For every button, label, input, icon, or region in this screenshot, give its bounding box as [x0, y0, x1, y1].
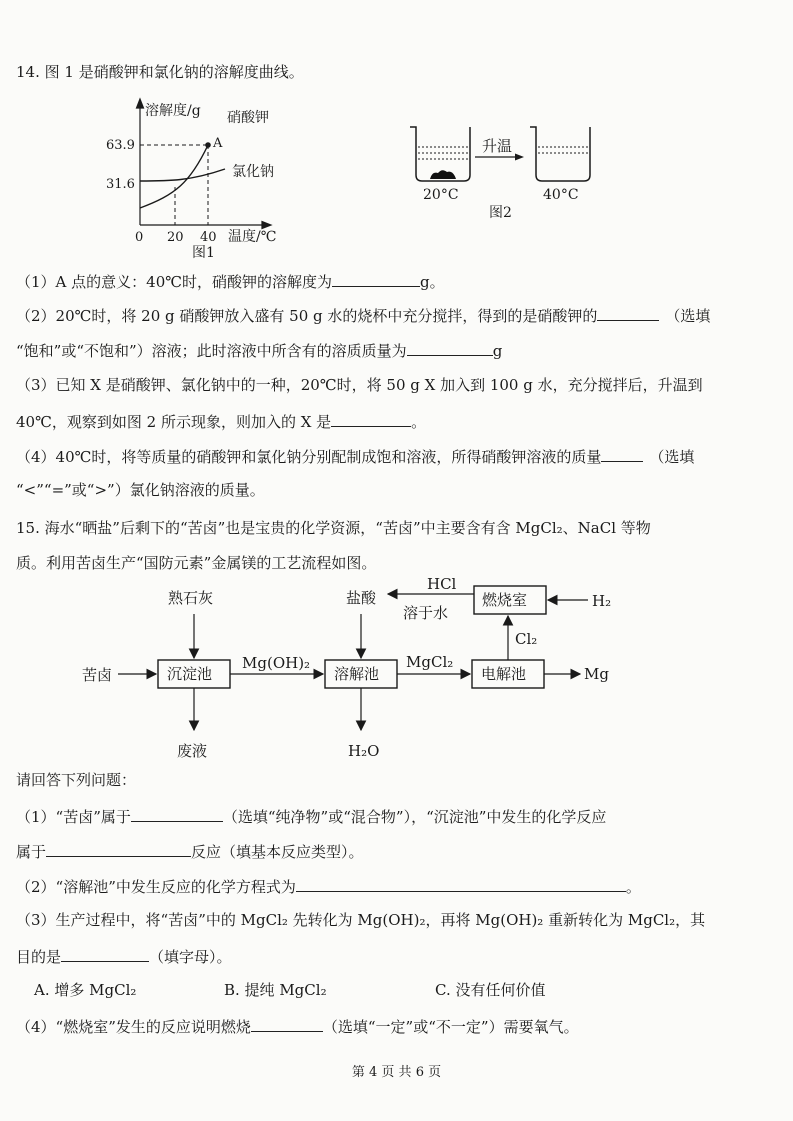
- q14-part-4-line1: （4）40℃时，将等质量的硝酸钾和氯化钠分别配制成饱和溶液，所得硝酸钾溶液的质量 （选填: [16, 445, 694, 467]
- y-axis-label: 溶解度/g: [145, 103, 201, 119]
- point-a-label: A: [213, 136, 223, 151]
- q14-part-4-line2: “<”“=”或“>”）氯化钠溶液的质量。: [16, 481, 265, 499]
- answer-blank[interactable]: [46, 840, 191, 857]
- option-b: B. 提纯 MgCl₂: [224, 981, 327, 999]
- flow-h2: H₂: [592, 592, 612, 610]
- x-tick-20: 20: [167, 230, 184, 245]
- nacl-curve-label: 氯化钠: [232, 164, 274, 180]
- q14-part-1: （1）A 点的意义：40℃时，硝酸钾的溶解度为 g。: [16, 270, 445, 292]
- flow-waste-liquid: 废液: [177, 742, 208, 760]
- flow-reagent-hcl-acid: 盐酸: [346, 589, 377, 607]
- flow-reagent-slaked-lime: 熟石灰: [168, 589, 214, 607]
- q15-part-2: （2）“溶解池”中发生反应的化学方程式为 。: [16, 875, 641, 897]
- flow-water: H₂O: [348, 742, 380, 760]
- y-tick-63-9: 63.9: [106, 138, 135, 153]
- q15-stem-line1: 15. 海水“晒盐”后剩下的“苦卤”也是宝贵的化学资源，“苦卤”中主要含有含 MgCl₂、NaCl 等物: [16, 519, 651, 537]
- beaker-20c: [410, 127, 470, 181]
- flow-hcl-gas: HCl: [427, 578, 457, 593]
- beaker-right-temp: 40°C: [543, 187, 579, 203]
- figure-1-caption: 图1: [192, 245, 215, 261]
- flow-box2-label: 溶解池: [334, 665, 380, 683]
- answer-blank[interactable]: [597, 304, 659, 321]
- q14-part-2-line2: “饱和”或“不饱和”）溶液；此时溶液中所含有的溶质质量为 g: [16, 339, 502, 361]
- solubility-chart: [95, 95, 310, 265]
- flow-mgcl2: MgCl₂: [406, 653, 454, 671]
- y-tick-31-6: 31.6: [106, 177, 135, 192]
- q15-prompt: 请回答下列问题：: [16, 771, 137, 789]
- q14-part-3-line1: （3）已知 X 是硝酸钾、氯化钠中的一种，20℃时，将 50 g X 加入到 100 g 水，充分搅拌后，升温到: [16, 376, 703, 394]
- q14-stem: 14. 图 1 是硝酸钾和氯化钠的溶解度曲线。: [16, 63, 304, 81]
- answer-blank[interactable]: [131, 805, 223, 822]
- q15-part-4: （4）“燃烧室”发生的反应说明燃烧 （选填“一定”或“不一定”）需要氧气。: [16, 1015, 579, 1037]
- q15-stem-line2: 质。利用苦卤生产“国防元素”金属镁的工艺流程如图。: [16, 554, 377, 572]
- x-tick-40: 40: [200, 230, 217, 245]
- answer-blank[interactable]: [601, 445, 643, 462]
- answer-blank[interactable]: [61, 945, 149, 962]
- q15-part-3-line1: （3）生产过程中，将“苦卤”中的 MgCl₂ 先转化为 Mg(OH)₂，再将 Mg(OH)₂ 重新转化为 MgCl₂，其: [16, 911, 706, 929]
- q14-part-3-line2: 40℃，观察到如图 2 所示现象，则加入的 X 是 。: [16, 410, 426, 432]
- page-footer: 第 4 页 共 6 页: [351, 1065, 442, 1080]
- q15-part-3-line2: 目的是 （填字母）。: [16, 945, 232, 967]
- kno3-curve-label: 硝酸钾: [227, 110, 269, 126]
- q14-part-2-line1: （2）20℃时，将 20 g 硝酸钾放入盛有 50 g 水的烧杯中充分搅拌，得到的是硝酸钾的 （选填: [16, 304, 710, 326]
- flow-dissolve-in-water: 溶于水: [403, 604, 449, 622]
- q15-part-1-line1: （1）“苦卤”属于 （选填“纯净物”或“混合物”），“沉淀池”中发生的化学反应: [16, 805, 606, 827]
- flow-cl2: Cl₂: [515, 630, 538, 648]
- flow-box1-label: 沉淀池: [167, 665, 213, 683]
- figure-2-caption: 图2: [489, 205, 512, 221]
- heat-arrow-label: 升温: [482, 137, 513, 155]
- process-flow-diagram: [70, 578, 630, 768]
- answer-blank[interactable]: [331, 410, 411, 427]
- option-a: A. 增多 MgCl₂: [34, 981, 137, 999]
- x-tick-0: 0: [135, 230, 144, 245]
- q15-part-1-line2: 属于 反应（填基本反应类型）。: [16, 840, 364, 862]
- flow-mgoh2: Mg(OH)₂: [242, 654, 311, 672]
- answer-blank[interactable]: [251, 1015, 323, 1032]
- flow-product-mg: Mg: [584, 665, 609, 683]
- flow-input-bitter-brine: 苦卤: [82, 666, 113, 684]
- beaker-left-temp: 20°C: [423, 187, 459, 203]
- flow-box3-label: 电解池: [481, 665, 527, 683]
- answer-blank[interactable]: [296, 875, 626, 892]
- answer-blank[interactable]: [407, 339, 493, 356]
- option-c: C. 没有任何价值: [435, 981, 546, 999]
- x-axis-label: 温度/℃: [228, 229, 277, 245]
- answer-blank[interactable]: [332, 270, 420, 287]
- beaker-figure: [400, 115, 600, 230]
- flow-box4-label: 燃烧室: [482, 591, 528, 609]
- point-a: [205, 142, 211, 148]
- beaker-40c: [530, 127, 590, 181]
